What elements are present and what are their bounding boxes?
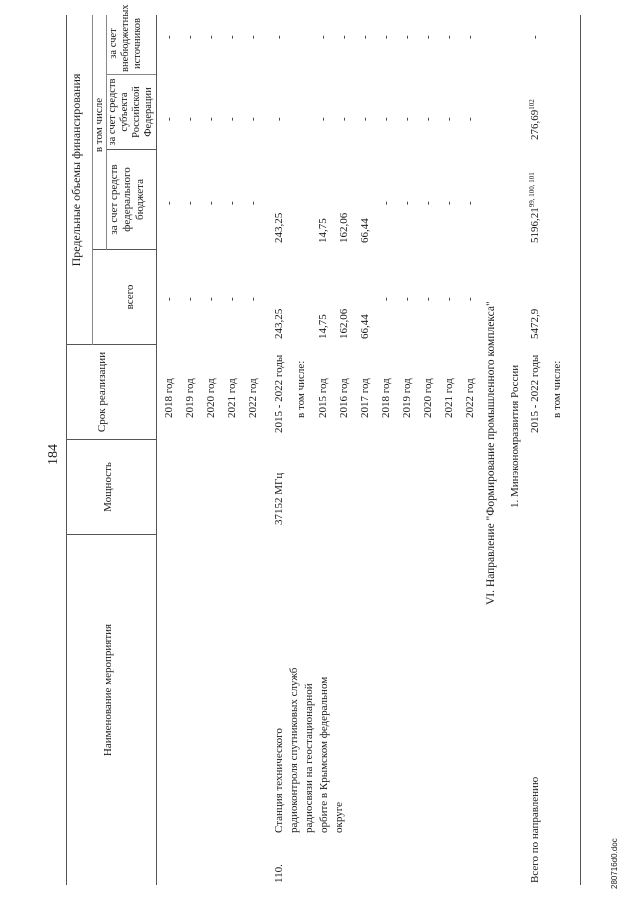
totals-regional-footnote: 102 bbox=[528, 99, 536, 110]
item-extra: - bbox=[273, 35, 285, 39]
page-number: 184 bbox=[46, 444, 61, 465]
row-extra: - bbox=[226, 35, 238, 39]
item-name bbox=[272, 668, 347, 833]
item-federal: 243,25 bbox=[273, 212, 285, 243]
row-federal: - bbox=[464, 201, 476, 205]
row-year: 2016 год bbox=[338, 378, 350, 418]
item-name-line: Станция технического bbox=[273, 728, 285, 833]
header-bottom-rule bbox=[156, 15, 157, 885]
totals-total: 5472,9 bbox=[529, 308, 541, 339]
row-regional: - bbox=[401, 117, 413, 121]
totals-federal-footnote: 99, 100, 101 bbox=[528, 172, 536, 208]
item-power: 37152 МГц bbox=[273, 472, 285, 525]
row-total: 162,06 bbox=[338, 308, 350, 339]
header-regional: за счет средств субъекта Российской Федерации bbox=[107, 78, 154, 146]
row-federal: 14,75 bbox=[317, 218, 329, 243]
row-total: - bbox=[443, 297, 455, 301]
row-regional: - bbox=[226, 117, 238, 121]
row-federal: 66,44 bbox=[359, 218, 371, 243]
row-year: 2017 год bbox=[359, 378, 371, 418]
header-name: Наименование мероприятия bbox=[102, 623, 114, 757]
row-year: 2015 год bbox=[317, 378, 329, 418]
row-federal: - bbox=[247, 201, 259, 205]
row-regional: - bbox=[205, 117, 217, 121]
row-regional: - bbox=[464, 117, 476, 121]
row-federal: - bbox=[163, 201, 175, 205]
item-including-label: в том числе: bbox=[295, 360, 307, 418]
totals-period: 2015 - 2022 годы bbox=[529, 354, 541, 433]
row-extra: - bbox=[401, 35, 413, 39]
row-federal: - bbox=[380, 201, 392, 205]
col-divider-period-total bbox=[66, 344, 156, 345]
col-divider-total-federal bbox=[92, 249, 156, 250]
totals-regional bbox=[528, 99, 542, 140]
row-total: - bbox=[163, 297, 175, 301]
totals-label: Всего по направлению bbox=[529, 776, 541, 883]
col-divider-regional-extra bbox=[106, 74, 156, 75]
footer-code: 280716d0.doc bbox=[610, 838, 619, 889]
item-total: 243,25 bbox=[273, 308, 285, 339]
row-extra: - bbox=[380, 35, 392, 39]
row-total: - bbox=[380, 297, 392, 301]
row-year: 2019 год bbox=[184, 378, 196, 418]
row-regional: - bbox=[443, 117, 455, 121]
totals-federal-value: 5196,21 bbox=[529, 207, 541, 243]
totals-federal bbox=[528, 172, 542, 243]
row-extra: - bbox=[422, 35, 434, 39]
row-federal: - bbox=[226, 201, 238, 205]
item-period: 2015 - 2022 годы bbox=[273, 354, 285, 433]
row-extra: - bbox=[163, 35, 175, 39]
totals-regional-value: 276,69 bbox=[529, 109, 541, 140]
row-regional: - bbox=[317, 117, 329, 121]
item-name-line: радиоконтроля спутниковых служб bbox=[288, 667, 300, 833]
header-financing: Предельные объемы финансирования bbox=[69, 73, 83, 267]
row-federal: - bbox=[205, 201, 217, 205]
row-year: 2018 год bbox=[380, 378, 392, 418]
row-year: 2018 год bbox=[163, 378, 175, 418]
row-extra: - bbox=[338, 35, 350, 39]
section-ministry: 1. Минэкономразвития России bbox=[509, 364, 521, 508]
table-bottom-rule bbox=[580, 15, 581, 885]
item-name-line: орбите в Крымском федеральном bbox=[318, 676, 330, 833]
row-extra: - bbox=[443, 35, 455, 39]
row-year: 2021 год bbox=[226, 378, 238, 418]
header-total: всего bbox=[124, 284, 136, 310]
row-total: - bbox=[401, 297, 413, 301]
row-regional: - bbox=[163, 117, 175, 121]
header-federal: за счет средств федерального бюджета bbox=[108, 164, 146, 235]
row-extra: - bbox=[359, 35, 371, 39]
row-extra: - bbox=[317, 35, 329, 39]
col-divider-power-period bbox=[66, 439, 156, 440]
col-divider-name-power bbox=[66, 534, 156, 535]
row-federal: - bbox=[184, 201, 196, 205]
item-regional: - bbox=[273, 117, 285, 121]
row-year: 2020 год bbox=[422, 378, 434, 418]
row-total: - bbox=[205, 297, 217, 301]
totals-including-label: в том числе: bbox=[551, 360, 563, 418]
row-regional: - bbox=[247, 117, 259, 121]
row-federal: - bbox=[422, 201, 434, 205]
row-total: 14,75 bbox=[317, 314, 329, 339]
row-extra: - bbox=[247, 35, 259, 39]
header-extrabudget: за счет внебюджетных источников bbox=[108, 4, 143, 72]
table-top-rule bbox=[66, 15, 67, 885]
row-regional: - bbox=[380, 117, 392, 121]
totals-extra: - bbox=[529, 35, 541, 39]
header-period: Срок реализации bbox=[96, 351, 108, 433]
row-year: 2022 год bbox=[247, 378, 259, 418]
header-including: в том числе bbox=[93, 97, 105, 153]
col-divider-federal-regional bbox=[106, 149, 156, 150]
row-year: 2019 год bbox=[401, 378, 413, 418]
header-power: Мощность bbox=[102, 462, 114, 512]
row-regional: - bbox=[184, 117, 196, 121]
row-federal: - bbox=[443, 201, 455, 205]
row-extra: - bbox=[184, 35, 196, 39]
row-regional: - bbox=[359, 117, 371, 121]
row-year: 2021 год bbox=[443, 378, 455, 418]
item-number: 110. bbox=[273, 864, 285, 883]
row-year: 2020 год bbox=[205, 378, 217, 418]
row-total: 66,44 bbox=[359, 314, 371, 339]
row-extra: - bbox=[464, 35, 476, 39]
row-year: 2022 год bbox=[464, 378, 476, 418]
row-federal: 162,06 bbox=[338, 212, 350, 243]
item-name-line: округе bbox=[333, 802, 345, 833]
row-total: - bbox=[464, 297, 476, 301]
row-regional: - bbox=[338, 117, 350, 121]
row-federal: - bbox=[401, 201, 413, 205]
section-title: VI. Направление "Формирование промышленного комплекса" bbox=[485, 301, 497, 605]
row-total: - bbox=[422, 297, 434, 301]
row-extra: - bbox=[205, 35, 217, 39]
row-total: - bbox=[247, 297, 259, 301]
row-total: - bbox=[184, 297, 196, 301]
item-name-line: радиосвязи на геостационарной bbox=[303, 683, 315, 833]
row-total: - bbox=[226, 297, 238, 301]
row-regional: - bbox=[422, 117, 434, 121]
